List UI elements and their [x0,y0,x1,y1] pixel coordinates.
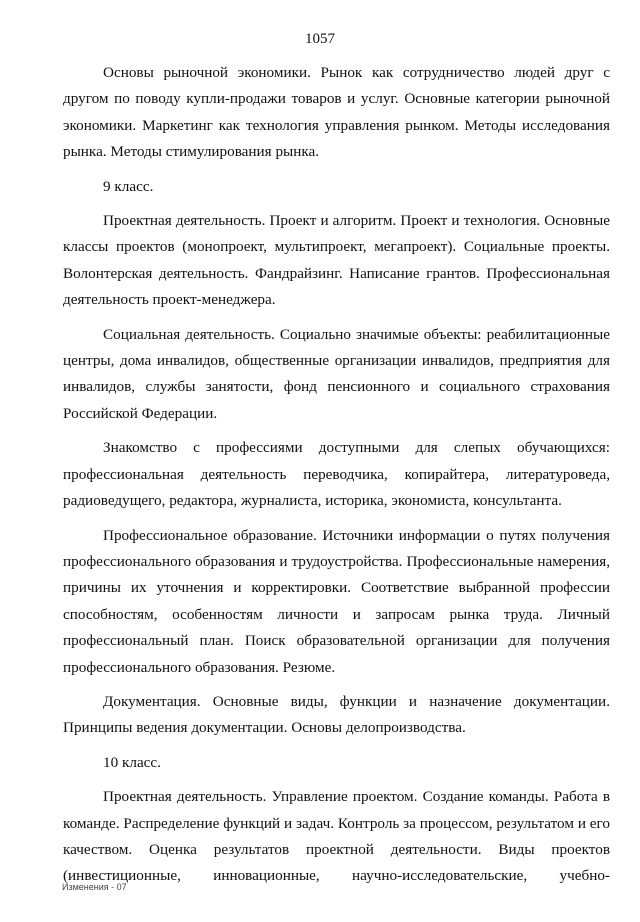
grade-9-heading: 9 класс. [103,177,154,195]
paragraph-market-economy: Основы рыночной экономики. Рынок как сотрудничество людей друг с другом по поводу купли-продажи товаров и услуг. Основные категории рыночной экономики. Маркетинг как технология управления рынком. Методы исследования рынка. Методы стимулирования рынка. [63,64,610,161]
footer-revision-note: Изменения - 07 [62,882,127,892]
document-body [63,60,610,898]
paragraph-project-activity-10: Проектная деятельность. Управление проектом. Создание команды. Работа в команде. Распределение функций и задач. Контроль за процессом, результатом и его качеством. Оценка результатов проектной деятельности. Виды проектов (инвестиционные, инновационные, научно-исследовательские, учебно- [63,788,610,885]
paragraph-professions: Знакомство с профессиями доступными для слепых обучающихся: профессиональная деятельность переводчика, копирайтера, литературоведа, радиоведущего, редактора, журналиста, историка, экономиста, консультанта. [63,439,610,510]
grade-10-heading: 10 класс. [103,753,161,771]
paragraph-professional-education: Профессиональное образование. Источники информации о путях получения профессионального образования и трудоустройства. Профессиональные намерения, причины их уточнения и корректировки. Соответствие выбранной профессии способностям, особенностям личности и запросам рынка труда. Личный профессиональный план. Поиск образовательной организации для получения профессионального образования. Резюме. [63,526,610,676]
paragraph-social-activity: Социальная деятельность. Социально значимые объекты: реабилитационные центры, дома инвалидов, общественные организации инвалидов, предприятия для инвалидов, службы занятости, фонд пенсионного и социального страхования Российской Федерации. [63,325,610,422]
paragraph-project-activity-9: Проектная деятельность. Проект и алгоритм. Проект и технология. Основные классы проектов (монопроект, мультипроект, мегапроект). Социальные проекты. Волонтерская деятельность. Фандрайзинг. Написание грантов. Профессиональная деятельность проект-менеджера. [63,212,610,309]
page-number: 1057 [305,31,335,47]
paragraph-documentation: Документация. Основные виды, функции и назначение документации. Принципы ведения документации. Основы делопроизводства. [63,692,610,737]
